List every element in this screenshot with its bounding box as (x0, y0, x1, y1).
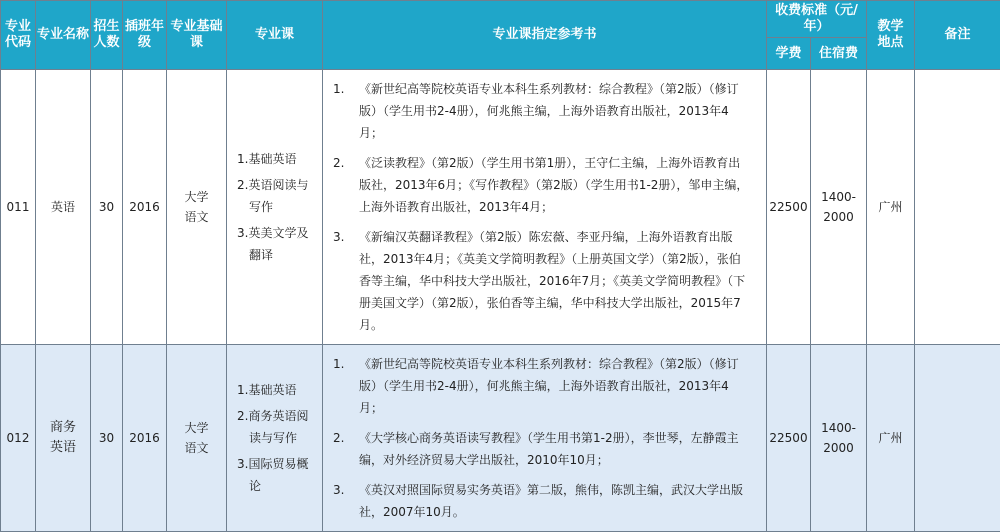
course-list-cell (227, 70, 323, 345)
course-item: 1.基础英语 (237, 148, 318, 170)
note-value (915, 70, 1000, 345)
dorm-fee-value: 1400-2000 (811, 345, 867, 532)
book-text: 《新编汉英翻译教程》（第2版）陈宏薇、李亚丹编，上海外语教育出版社，2013年4月；《英美文学简明教程》（上册英国文学）（第2版），张伯香等主编，华中科技大学出版社，2016年7月；《英美文学简明教程》（下册美国文学）（第2版），张伯香等主编，华中科技大学出版社，2015年7月。 (359, 230, 745, 332)
book-text: 《泛读教程》（第2版）（学生用书第1册），王守仁主编，上海外语教育出版社，2013年6月；《写作教程》（第2版）（学生用书1-2册），邹申主编，上海外语教育出版社，2013年4月； (359, 156, 748, 214)
course-item: 3.英美文学及翻译 (237, 222, 318, 266)
enrollment-quota: 30 (91, 70, 123, 345)
book-text: 《大学核心商务英语读写教程》（学生用书第1-2册），李世琴，左静霞主编，对外经济贸易大学出版社，2010年10月； (359, 431, 739, 467)
tuition-value: 22500 (767, 70, 811, 345)
basic-course: 大学语文 (167, 345, 227, 532)
tuition-value: 22500 (767, 345, 811, 532)
major-name: 英语 (36, 70, 91, 345)
header-reference-books: 专业课指定参考书 (323, 1, 767, 70)
course-item: 2.英语阅读与写作 (237, 174, 318, 218)
table-row (1, 70, 1000, 345)
reference-book-item (333, 427, 752, 471)
enrollment-quota: 30 (91, 345, 123, 532)
item-number: 1. (333, 78, 344, 100)
header-name: 专业名称 (36, 1, 91, 70)
book-text: 《新世纪高等院校英语专业本科生系列教材：综合教程》（第2版）（修订版）（学生用书2-4册），何兆熊主编，上海外语教育出版社，2013年4月； (359, 357, 739, 415)
header-note: 备注 (915, 1, 1000, 70)
entry-grade: 2016 (123, 345, 167, 532)
item-number: 3. (333, 479, 344, 501)
location-value: 广州 (867, 70, 915, 345)
major-code: 012 (1, 345, 36, 532)
header-fee-standard: 收费标准（元/年） (767, 1, 867, 38)
reference-book-list (323, 353, 766, 523)
reference-book-list (323, 78, 766, 336)
course-list (227, 148, 322, 266)
reference-book-item (333, 152, 752, 218)
dorm-fee-value: 1400-2000 (811, 70, 867, 345)
location-value: 广州 (867, 345, 915, 532)
entry-grade: 2016 (123, 70, 167, 345)
reference-book-item (333, 479, 752, 523)
basic-course: 大学语文 (167, 70, 227, 345)
course-item: 2.商务英语阅读与写作 (237, 405, 318, 449)
course-item: 1.基础英语 (237, 379, 318, 401)
course-list-cell (227, 345, 323, 532)
major-name: 商务英语 (36, 345, 91, 532)
reference-book-item (333, 78, 752, 144)
item-number: 2. (333, 427, 344, 449)
reference-book-item (333, 353, 752, 419)
header-tuition: 学费 (767, 38, 811, 70)
book-text: 《新世纪高等院校英语专业本科生系列教材：综合教程》（第2版）（修订版）（学生用书2-4册），何兆熊主编，上海外语教育出版社，2013年4月； (359, 82, 739, 140)
reference-books-cell (323, 70, 767, 345)
header-quota: 招生人数 (91, 1, 123, 70)
table-row (1, 345, 1000, 532)
course-list (227, 379, 322, 497)
book-text: 《英汉对照国际贸易实务英语》第二版，熊伟，陈凯主编，武汉大学出版社，2007年10月。 (359, 483, 743, 519)
reference-book-item (333, 226, 752, 336)
header-courses: 专业课 (227, 1, 323, 70)
header-basic-course: 专业基础课 (167, 1, 227, 70)
header-grade: 插班年级 (123, 1, 167, 70)
header-code: 专业代码 (1, 1, 36, 70)
header-location: 教学地点 (867, 1, 915, 70)
reference-books-cell (323, 345, 767, 532)
item-number: 2. (333, 152, 344, 174)
header-dorm-fee: 住宿费 (811, 38, 867, 70)
item-number: 3. (333, 226, 344, 248)
major-code: 011 (1, 70, 36, 345)
note-value (915, 345, 1000, 532)
course-item: 3.国际贸易概论 (237, 453, 318, 497)
item-number: 1. (333, 353, 344, 375)
